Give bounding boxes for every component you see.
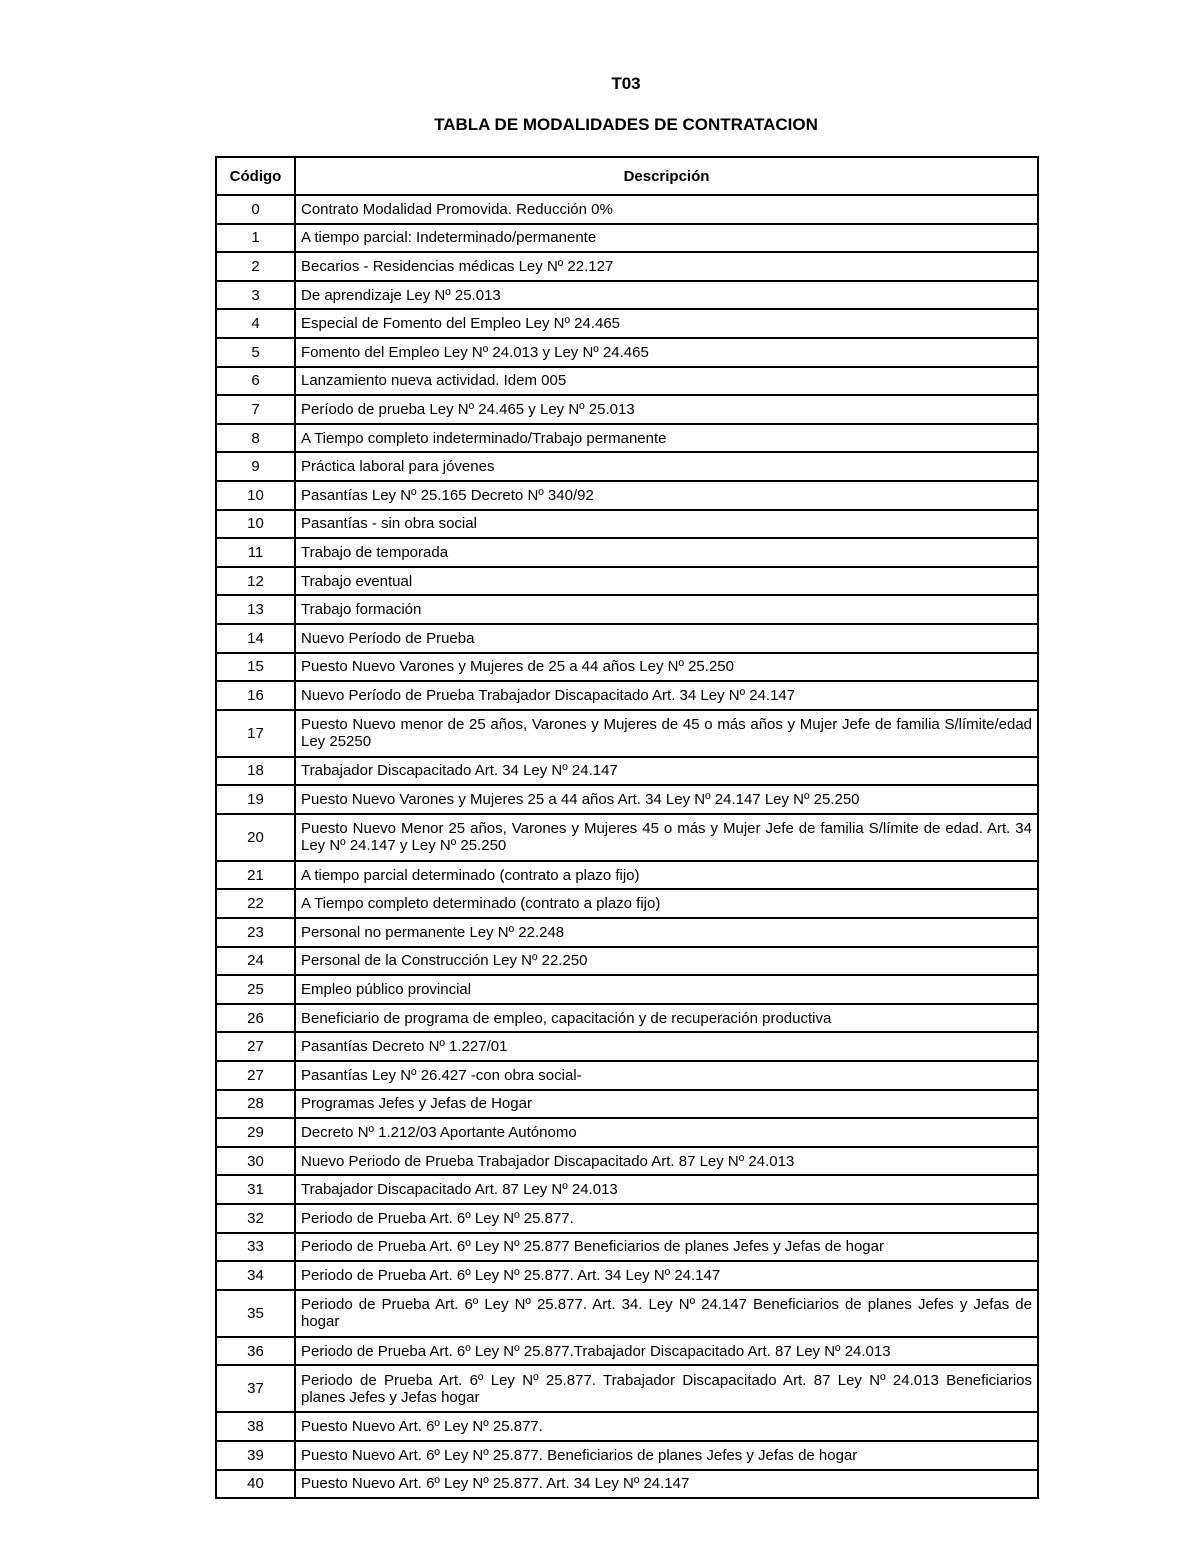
row-code: 22	[216, 889, 295, 918]
row-description: Nuevo Periodo de Prueba Trabajador Discapacitado Art. 87 Ley Nº 24.013	[295, 1147, 1038, 1176]
table-row	[216, 975, 1038, 1004]
table-row	[216, 1090, 1038, 1119]
table-row	[216, 785, 1038, 814]
table-row	[216, 624, 1038, 653]
row-code: 40	[216, 1470, 295, 1499]
row-description: Personal de la Construcción Ley Nº 22.250	[295, 947, 1038, 976]
row-code: 4	[216, 309, 295, 338]
row-description: Trabajo formación	[295, 595, 1038, 624]
row-description: Periodo de Prueba Art. 6º Ley Nº 25.877.Trabajador Discapacitado Art. 87 Ley Nº 24.013	[295, 1337, 1038, 1366]
row-description: Puesto Nuevo Art. 6º Ley Nº 25.877. Art. 34 Ley Nº 24.147	[295, 1470, 1038, 1499]
row-description: Pasantías Ley Nº 26.427 -con obra social-	[295, 1061, 1038, 1090]
row-code: 23	[216, 918, 295, 947]
table-row	[216, 538, 1038, 567]
row-code: 10	[216, 481, 295, 510]
table-row	[216, 224, 1038, 253]
row-code: 20	[216, 814, 295, 861]
document-title: TABLA DE MODALIDADES DE CONTRATACION	[434, 115, 818, 134]
row-description: A Tiempo completo determinado (contrato a plazo fijo)	[295, 889, 1038, 918]
table-row	[216, 1412, 1038, 1441]
row-code: 11	[216, 538, 295, 567]
table-row	[216, 918, 1038, 947]
row-code: 1	[216, 224, 295, 253]
row-code: 14	[216, 624, 295, 653]
row-description: Puesto Nuevo menor de 25 años, Varones y Mujeres de 45 o más años y Mujer Jefe de familia S/límite/edad Ley 25250	[295, 710, 1038, 757]
table-row	[216, 1004, 1038, 1033]
table-row	[216, 710, 1038, 757]
row-code: 28	[216, 1090, 295, 1119]
row-code: 26	[216, 1004, 295, 1033]
table-row	[216, 1032, 1038, 1061]
table-row	[216, 567, 1038, 596]
modalities-table	[215, 156, 1039, 1499]
table-row	[216, 1337, 1038, 1366]
table-row	[216, 424, 1038, 453]
row-description: Personal no permanente Ley Nº 22.248	[295, 918, 1038, 947]
row-description: Puesto Nuevo Art. 6º Ley Nº 25.877.	[295, 1412, 1038, 1441]
table-row	[216, 195, 1038, 224]
row-description: Puesto Nuevo Varones y Mujeres de 25 a 44 años Ley Nº 25.250	[295, 653, 1038, 682]
row-code: 24	[216, 947, 295, 976]
table-row	[216, 1290, 1038, 1337]
row-description: Periodo de Prueba Art. 6º Ley Nº 25.877. Art. 34. Ley Nº 24.147 Beneficiarios de planes Jefes y Jefas de hogar	[295, 1290, 1038, 1337]
row-code: 2	[216, 252, 295, 281]
document-code: T03	[611, 74, 641, 93]
table-row	[216, 757, 1038, 786]
row-description: Nuevo Período de Prueba	[295, 624, 1038, 653]
row-code: 9	[216, 452, 295, 481]
row-code: 6	[216, 367, 295, 396]
row-description: Empleo público provincial	[295, 975, 1038, 1004]
table-row	[216, 252, 1038, 281]
row-description: Práctica laboral para jóvenes	[295, 452, 1038, 481]
row-code: 13	[216, 595, 295, 624]
row-description: Programas Jefes y Jefas de Hogar	[295, 1090, 1038, 1119]
row-code: 17	[216, 710, 295, 757]
table-row	[216, 595, 1038, 624]
row-code: 36	[216, 1337, 295, 1366]
row-code: 0	[216, 195, 295, 224]
row-description: Puesto Nuevo Menor 25 años, Varones y Mujeres 45 o más y Mujer Jefe de familia S/límite de edad. Art. 34 Ley Nº 24.147 y Ley Nº 25.250	[295, 814, 1038, 861]
row-code: 10	[216, 510, 295, 539]
row-code: 35	[216, 1290, 295, 1337]
row-code: 33	[216, 1233, 295, 1262]
row-code: 31	[216, 1175, 295, 1204]
row-code: 27	[216, 1061, 295, 1090]
row-description: Trabajo de temporada	[295, 538, 1038, 567]
row-description: De aprendizaje Ley Nº 25.013	[295, 281, 1038, 310]
table-row	[216, 1441, 1038, 1470]
row-description: Pasantías - sin obra social	[295, 510, 1038, 539]
table-row	[216, 861, 1038, 890]
row-description: Periodo de Prueba Art. 6º Ley Nº 25.877.	[295, 1204, 1038, 1233]
row-description: Pasantías Decreto Nº 1.227/01	[295, 1032, 1038, 1061]
row-code: 25	[216, 975, 295, 1004]
table-row	[216, 1147, 1038, 1176]
row-code: 7	[216, 395, 295, 424]
row-code: 21	[216, 861, 295, 890]
table-row	[216, 681, 1038, 710]
column-header-code: Código	[216, 157, 295, 195]
table-row	[216, 653, 1038, 682]
row-code: 8	[216, 424, 295, 453]
table-row	[216, 1118, 1038, 1147]
row-code: 15	[216, 653, 295, 682]
table-row	[216, 947, 1038, 976]
table-row	[216, 1204, 1038, 1233]
row-code: 29	[216, 1118, 295, 1147]
row-description: Periodo de Prueba Art. 6º Ley Nº 25.877 Beneficiarios de planes Jefes y Jefas de hogar	[295, 1233, 1038, 1262]
row-code: 34	[216, 1261, 295, 1290]
table-row	[216, 510, 1038, 539]
row-description: A tiempo parcial: Indeterminado/permanente	[295, 224, 1038, 253]
row-description: Trabajador Discapacitado Art. 87 Ley Nº 24.013	[295, 1175, 1038, 1204]
row-code: 19	[216, 785, 295, 814]
row-description: Pasantías Ley Nº 25.165 Decreto Nº 340/92	[295, 481, 1038, 510]
row-description: Periodo de Prueba Art. 6º Ley Nº 25.877. Trabajador Discapacitado Art. 87 Ley Nº 24.013 Beneficiarios planes Jefes y Jefas hogar	[295, 1365, 1038, 1412]
row-code: 27	[216, 1032, 295, 1061]
table-body	[216, 195, 1038, 1498]
row-description: A tiempo parcial determinado (contrato a plazo fijo)	[295, 861, 1038, 890]
row-code: 39	[216, 1441, 295, 1470]
column-header-description: Descripción	[295, 157, 1038, 195]
row-description: A Tiempo completo indeterminado/Trabajo permanente	[295, 424, 1038, 453]
table-row	[216, 395, 1038, 424]
row-code: 3	[216, 281, 295, 310]
table-row	[216, 367, 1038, 396]
row-code: 5	[216, 338, 295, 367]
row-description: Periodo de Prueba Art. 6º Ley Nº 25.877. Art. 34 Ley Nº 24.147	[295, 1261, 1038, 1290]
row-description: Becarios - Residencias médicas Ley Nº 22.127	[295, 252, 1038, 281]
row-code: 38	[216, 1412, 295, 1441]
table-row	[216, 1233, 1038, 1262]
row-code: 32	[216, 1204, 295, 1233]
row-description: Fomento del Empleo Ley Nº 24.013 y Ley Nº 24.465	[295, 338, 1038, 367]
table-row	[216, 1061, 1038, 1090]
row-description: Contrato Modalidad Promovida. Reducción 0%	[295, 195, 1038, 224]
table-row	[216, 889, 1038, 918]
table-row	[216, 281, 1038, 310]
table-row	[216, 338, 1038, 367]
table-row	[216, 452, 1038, 481]
row-code: 30	[216, 1147, 295, 1176]
row-code: 12	[216, 567, 295, 596]
table-row	[216, 1261, 1038, 1290]
table-header-row	[216, 157, 1038, 195]
table-row	[216, 481, 1038, 510]
table-row	[216, 1470, 1038, 1499]
row-code: 16	[216, 681, 295, 710]
table-row	[216, 1175, 1038, 1204]
table-row	[216, 814, 1038, 861]
row-description: Beneficiario de programa de empleo, capacitación y de recuperación productiva	[295, 1004, 1038, 1033]
row-description: Nuevo Período de Prueba Trabajador Discapacitado Art. 34 Ley Nº 24.147	[295, 681, 1038, 710]
row-description: Trabajador Discapacitado Art. 34 Ley Nº 24.147	[295, 757, 1038, 786]
row-description: Especial de Fomento del Empleo Ley Nº 24.465	[295, 309, 1038, 338]
row-description: Decreto Nº 1.212/03 Aportante Autónomo	[295, 1118, 1038, 1147]
row-description: Puesto Nuevo Varones y Mujeres 25 a 44 años Art. 34 Ley Nº 24.147 Ley Nº 25.250	[295, 785, 1038, 814]
row-description: Trabajo eventual	[295, 567, 1038, 596]
row-description: Puesto Nuevo Art. 6º Ley Nº 25.877. Beneficiarios de planes Jefes y Jefas de hogar	[295, 1441, 1038, 1470]
table-row	[216, 1365, 1038, 1412]
row-code: 37	[216, 1365, 295, 1412]
row-code: 18	[216, 757, 295, 786]
table-row	[216, 309, 1038, 338]
row-description: Período de prueba Ley Nº 24.465 y Ley Nº 25.013	[295, 395, 1038, 424]
row-description: Lanzamiento nueva actividad. Idem 005	[295, 367, 1038, 396]
